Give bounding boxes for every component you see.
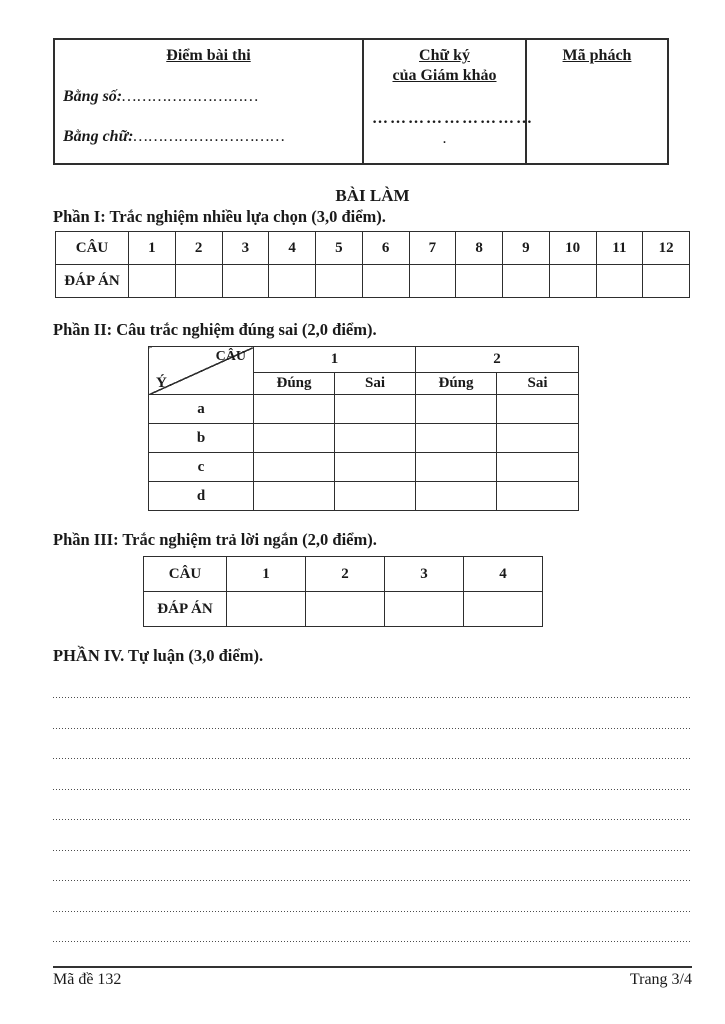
part2-answer-cell <box>335 482 416 511</box>
part2-answer-cell <box>254 395 335 424</box>
part1-answer-cell <box>222 265 269 298</box>
examiner-signature-cell <box>363 39 534 164</box>
part2-row-c <box>149 453 579 482</box>
part2-question-group: 1 <box>254 347 416 373</box>
page-title: BÀI LÀM <box>335 186 410 205</box>
part2-row-label: b <box>149 424 254 453</box>
part1-answer-cell <box>643 265 690 298</box>
part1-answer-table <box>55 231 690 298</box>
part3-answer-cell <box>227 592 306 627</box>
grading-header-row <box>54 39 668 164</box>
exam-code: Mã đề 132 <box>53 971 122 988</box>
score-by-number-label: Bằng số: <box>63 88 123 105</box>
part2-answer-cell <box>254 482 335 511</box>
part1-answer-row <box>56 265 690 298</box>
page-number: Trang 3/4 <box>629 971 692 988</box>
part1-row-header: CÂU <box>56 232 129 265</box>
part1-question-number: 2 <box>175 232 222 265</box>
signature-dot: . <box>442 130 447 147</box>
writing-line <box>53 728 692 729</box>
part3-answer-cell <box>464 592 543 627</box>
part2-diagonal-header-cell <box>149 347 254 395</box>
writing-line <box>53 850 692 851</box>
part2-answer-cell <box>335 395 416 424</box>
part2-true-false-table <box>148 346 579 511</box>
part2-row-d <box>149 482 579 511</box>
part1-answer-header: ĐÁP ÁN <box>56 265 129 298</box>
part2-subheader-sai: Sai <box>497 373 579 395</box>
part2-subheader-dung: Đúng <box>254 373 335 395</box>
part2-answer-cell <box>335 453 416 482</box>
score-by-number-line <box>63 88 354 106</box>
part2-answer-cell <box>497 395 579 424</box>
part1-answer-cell <box>409 265 456 298</box>
part2-answer-cell <box>416 395 497 424</box>
signature-title-line1: Chữ ký <box>419 47 470 64</box>
part2-answer-cell <box>335 424 416 453</box>
writing-line <box>53 697 692 698</box>
part1-question-number: 10 <box>549 232 596 265</box>
part1-question-number: 9 <box>503 232 550 265</box>
part1-answer-cell <box>269 265 316 298</box>
part1-question-row <box>56 232 690 265</box>
part3-answer-cell <box>385 592 464 627</box>
part2-answer-cell <box>497 424 579 453</box>
writing-line <box>53 880 692 881</box>
part1-question-number: 7 <box>409 232 456 265</box>
code-cell <box>526 39 668 164</box>
part1-answer-cell <box>503 265 550 298</box>
part2-answer-cell <box>497 453 579 482</box>
part1-question-number: 12 <box>643 232 690 265</box>
writing-line <box>53 941 692 942</box>
part1-question-number: 8 <box>456 232 503 265</box>
part2-subheader-sai: Sai <box>335 373 416 395</box>
score-by-number-dots: ……………………… <box>122 88 260 105</box>
part2-answer-cell <box>497 482 579 511</box>
part1-question-number: 4 <box>269 232 316 265</box>
part1-answer-cell <box>596 265 643 298</box>
part1-answer-cell <box>316 265 363 298</box>
score-by-words-line <box>63 128 354 146</box>
score-by-words-label: Bằng chữ: <box>63 128 134 145</box>
page-footer <box>53 966 692 989</box>
part2-answer-cell <box>254 453 335 482</box>
part1-heading: Phần I: Trắc nghiệm nhiều lựa chọn (3,0 điểm). <box>53 207 386 226</box>
part3-question-row <box>144 557 543 592</box>
score-title: Điểm bài thi <box>166 47 251 64</box>
part1-answer-cell <box>362 265 409 298</box>
part1-question-number: 11 <box>596 232 643 265</box>
part3-question-number: 3 <box>385 557 464 592</box>
part2-row-label: a <box>149 395 254 424</box>
part3-heading: Phần III: Trắc nghiệm trả lời ngắn (2,0 điểm). <box>53 530 377 549</box>
part1-question-number: 5 <box>316 232 363 265</box>
writing-line <box>53 789 692 790</box>
score-cell <box>54 39 363 164</box>
part2-answer-cell <box>416 482 497 511</box>
part2-row-label: d <box>149 482 254 511</box>
part1-answer-cell <box>549 265 596 298</box>
signature-dots: ……………………… <box>372 110 534 127</box>
part2-diagonal-cau-label: CÂU <box>215 349 246 364</box>
part2-subheader-dung: Đúng <box>416 373 497 395</box>
part3-short-answer-table <box>143 556 543 627</box>
score-by-words-dots: ………………………… <box>133 128 286 145</box>
part2-row-a <box>149 395 579 424</box>
code-title: Mã phách <box>562 47 632 64</box>
part2-answer-cell <box>254 424 335 453</box>
part1-question-number: 6 <box>362 232 409 265</box>
part2-diagonal-y-label: Ý <box>156 375 167 391</box>
part1-answer-cell <box>129 265 176 298</box>
part3-row-header: CÂU <box>144 557 227 592</box>
grading-header-table <box>53 38 669 165</box>
part2-question-group-row <box>149 347 579 373</box>
part2-row-b <box>149 424 579 453</box>
part4-heading: PHẦN IV. Tự luận (3,0 điểm). <box>53 646 264 665</box>
part2-heading: Phần II: Câu trắc nghiệm đúng sai (2,0 điểm). <box>53 320 377 339</box>
part1-question-number: 3 <box>222 232 269 265</box>
part2-answer-cell <box>416 424 497 453</box>
signature-title-line2: của Giám khảo <box>392 67 497 84</box>
part1-answer-cell <box>456 265 503 298</box>
part2-question-group: 2 <box>416 347 579 373</box>
part2-answer-cell <box>416 453 497 482</box>
part3-question-number: 1 <box>227 557 306 592</box>
essay-writing-lines <box>53 697 692 972</box>
part2-row-label: c <box>149 453 254 482</box>
part3-question-number: 4 <box>464 557 543 592</box>
part1-question-number: 1 <box>129 232 176 265</box>
part3-answer-header: ĐÁP ÁN <box>144 592 227 627</box>
part3-question-number: 2 <box>306 557 385 592</box>
part3-answer-row <box>144 592 543 627</box>
part3-answer-cell <box>306 592 385 627</box>
writing-line <box>53 911 692 912</box>
writing-line <box>53 758 692 759</box>
writing-line <box>53 819 692 820</box>
part1-answer-cell <box>175 265 222 298</box>
